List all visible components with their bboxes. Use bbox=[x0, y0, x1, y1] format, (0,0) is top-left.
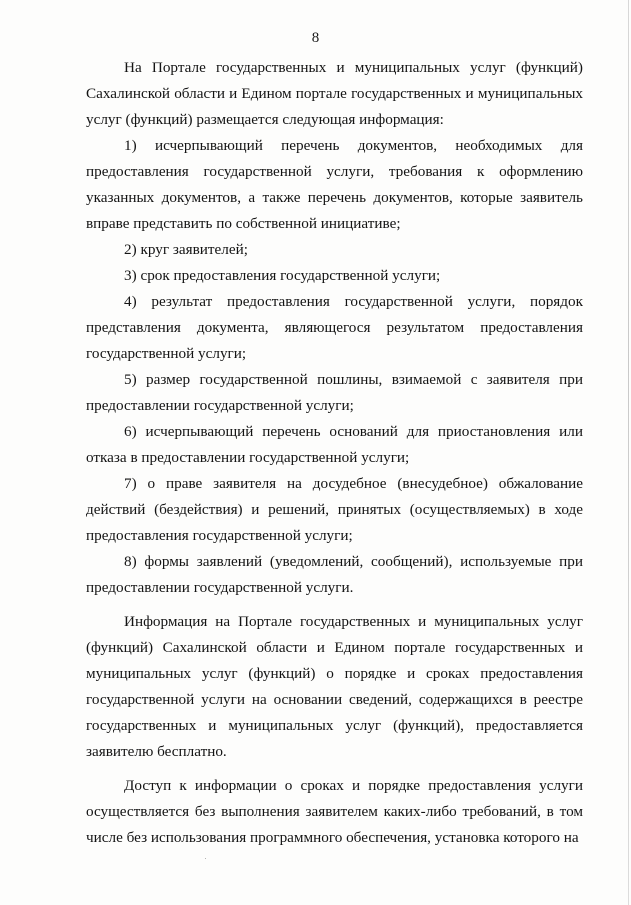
list-item-3: 3) срок предоставления государственной услуги; bbox=[124, 267, 441, 284]
list-item-8: 8) формы заявлений (уведомлений, сообщений), используемые при предоставлении государственной услуги. bbox=[86, 553, 583, 596]
paragraph-info-free: Информация на Портале государственных и муниципальных услуг (функций) Сахалинской области и Едином портале государственных и муниципальных услуг (функций) о порядке и сроках предоставления государственной услуги на основании сведений, содержащихся в реестре государственных и муниципальных услуг (функций), предоставляется заявителю бесплатно. bbox=[86, 613, 583, 760]
list-item-2: 2) круг заявителей; bbox=[124, 241, 248, 258]
page-number: 8 bbox=[311, 30, 320, 46]
list-item-1: 1) исчерпывающий перечень документов, необходимых для предоставления государственной услуги, требования к оформлению указанных документов, а также перечень документов, которые заявитель вправе представить по собственной инициативе; bbox=[86, 137, 583, 232]
list-item-4: 4) результат предоставления государственной услуги, порядок представления документа, являющегося результатом предоставления государственной услуги; bbox=[86, 293, 583, 362]
scan-speck bbox=[205, 858, 206, 859]
scan-edge bbox=[628, 0, 629, 905]
paragraph-access: Доступ к информации о сроках и порядке предоставления услуги осуществляется без выполнения заявителем каких-либо требований, в том числе без использования программного обеспечения, установка которого на bbox=[86, 777, 583, 846]
paragraph-intro: На Портале государственных и муниципальных услуг (функций) Сахалинской области и Едином портале государственных и муниципальных услуг (функций) размещается следующая информация: bbox=[86, 59, 583, 128]
list-item-5: 5) размер государственной пошлины, взимаемой с заявителя при предоставлении государственной услуги; bbox=[86, 371, 583, 414]
list-item-6: 6) исчерпывающий перечень оснований для приостановления или отказа в предоставлении государственной услуги; bbox=[86, 423, 583, 466]
document-body bbox=[86, 55, 583, 851]
list-item-7: 7) о праве заявителя на досудебное (внесудебное) обжалование действий (бездействия) и решений, принятых (осуществляемых) в ходе предоставления государственной услуги; bbox=[86, 475, 583, 544]
